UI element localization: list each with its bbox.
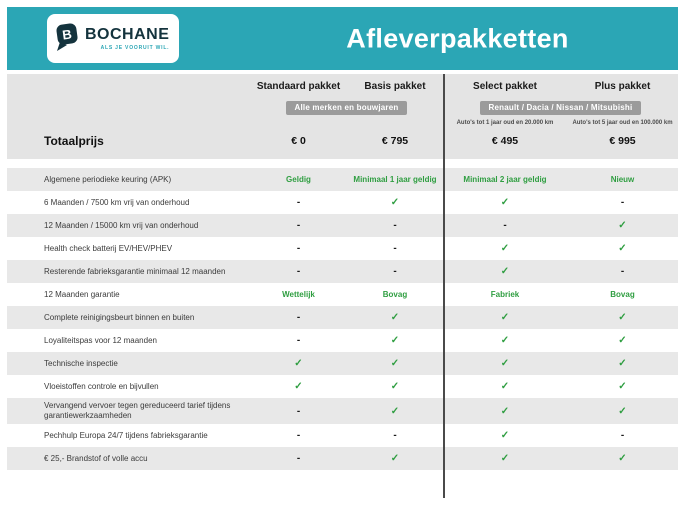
row-label: Technische inspectie	[44, 358, 118, 368]
row-label: 6 Maanden / 7500 km vrij van onderhoud	[44, 197, 190, 207]
dash-mark: -	[296, 243, 301, 254]
check-icon: ✓	[500, 335, 510, 346]
table-row	[7, 375, 678, 398]
check-icon: ✓	[390, 335, 400, 346]
check-icon: ✓	[618, 220, 627, 231]
row-label: Health check batterij EV/HEV/PHEV	[44, 243, 173, 253]
group-badge-all-brands: Alle merken en bouwjaren	[286, 101, 408, 115]
table-header	[7, 74, 678, 159]
check-icon: ✓	[500, 381, 510, 392]
dash-mark: -	[620, 430, 625, 441]
dash-mark: -	[296, 197, 301, 208]
check-icon: ✓	[390, 197, 400, 208]
check-icon: ✓	[618, 358, 627, 369]
table-row	[7, 424, 678, 447]
dash-mark: -	[393, 266, 397, 277]
table-row	[7, 168, 678, 191]
check-icon: ✓	[500, 243, 510, 254]
dash-mark: -	[620, 266, 625, 277]
table-row	[7, 306, 678, 329]
check-icon: ✓	[500, 266, 510, 277]
price-standaard: € 0	[291, 135, 306, 147]
column-header-basis: Basis pakket	[364, 81, 426, 92]
select-subnote: Auto's tot 1 jaar oud en 20.000 km	[456, 119, 554, 126]
table-row	[7, 214, 678, 237]
header-bar	[7, 7, 678, 70]
page-title: Afleverpakketten	[346, 23, 569, 53]
value-text: Minimaal 2 jaar geldig	[463, 175, 547, 184]
value-text: Fabriek	[490, 290, 520, 299]
subnotes-row	[7, 118, 678, 127]
svg-text:B: B	[61, 25, 73, 43]
check-icon: ✓	[618, 381, 627, 392]
dash-mark: -	[393, 243, 397, 254]
price-basis: € 795	[381, 135, 409, 147]
row-label: Resterende fabrieksgarantie minimaal 12 maanden	[44, 266, 226, 276]
column-headers-row	[7, 81, 678, 92]
brand-name: BOCHANE	[85, 26, 170, 43]
row-label: 12 Maanden garantie	[44, 289, 120, 299]
dash-mark: -	[296, 453, 301, 464]
check-icon: ✓	[500, 358, 510, 369]
row-label: Pechhulp Europa 24/7 tijdens fabrieksgarantie	[44, 430, 208, 440]
check-icon: ✓	[500, 453, 510, 464]
row-label: Complete reinigingsbeurt binnen en buiten	[44, 312, 195, 322]
dash-mark: -	[620, 197, 625, 208]
dash-mark: -	[503, 220, 507, 231]
check-icon: ✓	[294, 381, 303, 392]
row-label: 12 Maanden / 15000 km vrij van onderhoud	[44, 220, 199, 230]
brand-tagline: ALS JE VOORUIT WIL.	[100, 45, 170, 51]
value-text: Nieuw	[610, 175, 635, 184]
group-badges-row	[7, 97, 678, 115]
check-icon: ✓	[618, 453, 627, 464]
row-label: € 25,- Brandstof of volle accu	[44, 453, 148, 463]
row-label: Vloeistoffen controle en bijvullen	[44, 381, 159, 391]
check-icon: ✓	[390, 381, 400, 392]
value-text: Wettelijk	[282, 290, 315, 299]
price-plus: € 995	[609, 135, 636, 147]
value-text: Bovag	[382, 290, 408, 299]
totaalprijs-row	[7, 134, 678, 157]
table-row	[7, 260, 678, 283]
check-icon: ✓	[618, 243, 627, 254]
dash-mark: -	[296, 312, 301, 323]
check-icon: ✓	[500, 430, 510, 441]
dash-mark: -	[296, 266, 301, 277]
table-row	[7, 237, 678, 260]
feature-rows	[7, 168, 678, 470]
column-header-standaard: Standaard pakket	[256, 81, 341, 92]
table-row	[7, 283, 678, 306]
check-icon: ✓	[500, 312, 510, 323]
bochane-logo-icon	[55, 22, 79, 57]
check-icon: ✓	[618, 405, 627, 417]
page	[7, 7, 678, 507]
check-icon: ✓	[618, 335, 627, 346]
dash-mark: -	[296, 405, 301, 417]
dash-mark: -	[296, 430, 301, 441]
dash-mark: -	[393, 430, 397, 441]
header-body-gap	[7, 159, 678, 168]
check-icon: ✓	[390, 453, 400, 464]
totaalprijs-label: Totaalprijs	[44, 134, 104, 148]
check-icon: ✓	[294, 358, 303, 369]
column-header-select: Select pakket	[473, 81, 537, 92]
check-icon: ✓	[390, 312, 400, 323]
value-text: Minimaal 1 jaar geldig	[353, 175, 437, 184]
table-row	[7, 329, 678, 352]
value-text: Geldig	[286, 175, 311, 184]
column-divider	[443, 74, 445, 498]
bochane-logo	[47, 14, 179, 63]
check-icon: ✓	[500, 405, 510, 417]
table-row	[7, 352, 678, 375]
dash-mark: -	[393, 220, 397, 231]
price-select: € 495	[491, 135, 519, 147]
column-header-plus: Plus pakket	[594, 81, 651, 92]
package-table	[7, 74, 678, 470]
table-row	[7, 191, 678, 214]
table-row	[7, 398, 678, 424]
check-icon: ✓	[390, 405, 400, 417]
check-icon: ✓	[618, 312, 627, 323]
row-label: Vervangend vervoer tegen gereduceerd tarief tijdens garantiewerkzaamheden	[44, 401, 231, 420]
value-text: Bovag	[610, 290, 635, 299]
row-label: Loyaliteitspas voor 12 maanden	[44, 335, 157, 345]
table-row	[7, 447, 678, 470]
dash-mark: -	[296, 220, 301, 231]
check-icon: ✓	[390, 358, 400, 369]
plus-subnote: Auto's tot 5 jaar oud en 100.000 km	[572, 119, 673, 126]
check-icon: ✓	[500, 197, 510, 208]
group-badge-renault-group: Renault / Dacia / Nissan / Mitsubishi	[480, 101, 642, 115]
dash-mark: -	[296, 335, 301, 346]
row-label: Algemene periodieke keuring (APK)	[44, 174, 172, 184]
